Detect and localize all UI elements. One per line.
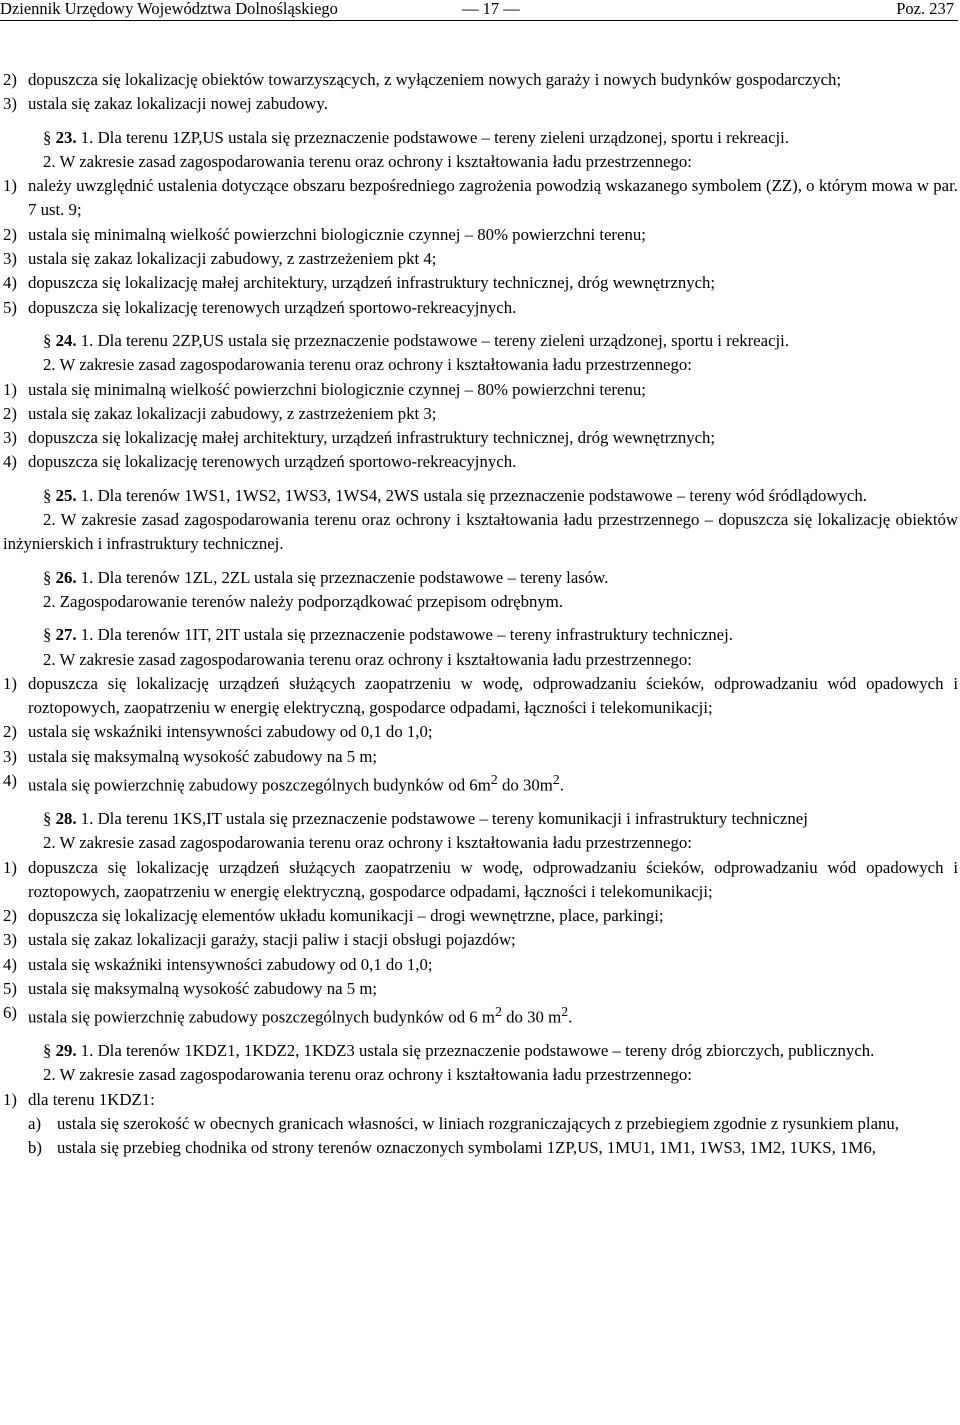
section-paragraph-2: 2. W zakresie zasad zagospodarowania terenu oraz ochrony i kształtowania ładu przestrzennego: xyxy=(43,151,692,171)
list-item: 4) dopuszcza się lokalizację małej architektury, urządzeń infrastruktury technicznej, dróg wewnętrznych; xyxy=(3,273,716,293)
section-number: 25. xyxy=(55,485,77,505)
list-item: 2) ustala się wskaźniki intensywności zabudowy od 0,1 do 1,0; xyxy=(3,722,433,742)
list-item: 2) ustala się zakaz lokalizacji zabudowy, z zastrzeżeniem pkt 3; xyxy=(3,403,437,423)
list-item: 2) ustala się minimalną wielkość powierzchni biologicznie czynnej – 80% powierzchni terenu; xyxy=(3,224,646,244)
section-number: 24. xyxy=(55,330,77,350)
section-paragraph-2: 2. W zakresie zasad zagospodarowania terenu oraz ochrony i kształtowania ładu przestrzennego: xyxy=(43,355,692,375)
section-25 xyxy=(3,484,958,557)
intro-list xyxy=(3,68,958,117)
list-item: 4) ustala się wskaźniki intensywności zabudowy od 0,1 do 1,0; xyxy=(3,954,433,974)
section-paragraph-1: § 26. 1. Dla terenów 1ZL, 2ZL ustala się przeznaczenie podstawowe – tereny lasów. xyxy=(43,567,609,587)
list-item: 3) ustala się zakaz lokalizacji nowej zabudowy. xyxy=(3,94,328,114)
list-item: 4) ustala się powierzchnię zabudowy poszczególnych budynków od $6m^2$ do $30m^2$. xyxy=(3,771,564,795)
list-item: 3) ustala się maksymalną wysokość zabudowy na 5 m; xyxy=(3,746,378,766)
section-paragraph-2: 2. W zakresie zasad zagospodarowania terenu oraz ochrony i kształtowania ładu przestrzennego – dopuszcza się lokalizację obiektów inżynierskich i infrastruktury technicznej. xyxy=(3,510,958,554)
section-26 xyxy=(3,566,958,615)
list-item: 1) dopuszcza się lokalizację urządzeń służących zaopatrzeniu w wodę, odprowadzaniu ścieków, odprowadzaniu wód opadowych i roztopowych, zaopatrzeniu w energię elektryczną, gospodarce odpadami, łączności i telekomunikacji; xyxy=(3,857,958,901)
document-body xyxy=(3,68,958,1161)
list-item: 3) ustala się zakaz lokalizacji garaży, stacji paliw i stacji obsługi pojazdów; xyxy=(3,930,516,950)
list-item: 1) dla terenu 1KDZ1: xyxy=(3,1089,155,1109)
section-paragraph-1: § 27. 1. Dla terenów 1IT, 2IT ustala się przeznaczenie podstawowe – tereny infrastruktury technicznej. xyxy=(43,625,733,645)
section-paragraph-2: 2. W zakresie zasad zagospodarowania terenu oraz ochrony i kształtowania ładu przestrzennego: xyxy=(43,833,692,853)
section-number: 26. xyxy=(55,567,77,587)
list-item: 3) dopuszcza się lokalizację małej architektury, urządzeń infrastruktury technicznej, dróg wewnętrznych; xyxy=(3,428,716,448)
list-item: 4) dopuszcza się lokalizację terenowych urządzeń sportowo-rekreacyjnych. xyxy=(3,452,517,472)
list-item: 1) należy uwzględnić ustalenia dotyczące obszaru bezpośredniego zagrożenia powodzią wskazanego symbolem (ZZ), o którym mowa w par. 7 ust. 9; xyxy=(3,176,958,220)
section-paragraph-1: § 23. 1. Dla terenu 1ZP,US ustala się przeznaczenie podstawowe – tereny zieleni urządzonej, sportu i rekreacji. xyxy=(43,127,790,147)
section-number: 29. xyxy=(55,1041,77,1061)
section-24 xyxy=(3,329,958,475)
section-number: 28. xyxy=(55,808,77,828)
section-27 xyxy=(3,623,958,798)
sub-list-item: a) ustala się szerokość w obecnych granicach własności, w liniach rozgraniczających z przebiegiem zgodnie z rysunkiem planu, xyxy=(28,1114,899,1134)
section-paragraph-1: § 25. 1. Dla terenów 1WS1, 1WS2, 1WS3, 1WS4, 2WS ustala się przeznaczenie podstawowe – tereny wód śródlądowych. xyxy=(43,485,867,505)
list-item: 3) ustala się zakaz lokalizacji zabudowy, z zastrzeżeniem pkt 4; xyxy=(3,249,437,269)
section-paragraph-2: 2. W zakresie zasad zagospodarowania terenu oraz ochrony i kształtowania ładu przestrzennego: xyxy=(43,1065,692,1085)
section-paragraph-1: § 24. 1. Dla terenu 2ZP,US ustala się przeznaczenie podstawowe – tereny zieleni urządzonej, sportu i rekreacji. xyxy=(43,330,790,350)
page-header xyxy=(0,0,958,21)
section-number: 23. xyxy=(55,127,77,147)
section-paragraph-2: 2. Zagospodarowanie terenów należy podporządkować przepisom odrębnym. xyxy=(43,591,564,611)
section-paragraph-2: 2. W zakresie zasad zagospodarowania terenu oraz ochrony i kształtowania ładu przestrzennego: xyxy=(43,649,692,669)
journal-title: Dziennik Urzędowy Województwa Dolnośląskiego xyxy=(0,0,338,18)
sub-list-item: b) ustala się przebieg chodnika od strony terenów oznaczonych symbolami 1ZP,US, 1MU1, 1M1, 1WS3, 1M2, 1UKS, 1M6, xyxy=(28,1138,876,1158)
page-number: — 17 — xyxy=(462,0,520,18)
section-29 xyxy=(3,1039,958,1160)
position-number: Poz. 237 xyxy=(896,0,954,18)
list-item: 1) ustala się minimalną wielkość powierzchni biologicznie czynnej – 80% powierzchni terenu; xyxy=(3,379,646,399)
list-item: 2) dopuszcza się lokalizację elementów układu komunikacji – drogi wewnętrzne, place, parkingi; xyxy=(3,906,664,926)
list-item: 6) ustala się powierzchnię zabudowy poszczególnych budynków od 6 $m^2$ do 30 $m^2$. xyxy=(3,1003,573,1027)
section-paragraph-1: § 29. 1. Dla terenów 1KDZ1, 1KDZ2, 1KDZ3 ustala się przeznaczenie podstawowe – tereny dróg zbiorczych, publicznych. xyxy=(43,1041,875,1061)
section-paragraph-1: § 28. 1. Dla terenu 1KS,IT ustala się przeznaczenie podstawowe – tereny komunikacji i infrastruktury technicznej xyxy=(43,808,808,828)
list-item: 5) dopuszcza się lokalizację terenowych urządzeń sportowo-rekreacyjnych. xyxy=(3,297,517,317)
list-item: 2) dopuszcza się lokalizację obiektów towarzyszących, z wyłączeniem nowych garaży i nowych budynków gospodarczych; xyxy=(3,70,842,89)
list-item: 1) dopuszcza się lokalizację urządzeń służących zaopatrzeniu w wodę, odprowadzaniu ścieków, odprowadzaniu wód opadowych i roztopowych, zaopatrzeniu w energię elektryczną, gospodarce odpadami, łączności i telekomunikacji; xyxy=(3,673,958,718)
section-23 xyxy=(3,126,958,320)
list-item: 5) ustala się maksymalną wysokość zabudowy na 5 m; xyxy=(3,978,378,998)
section-number: 27. xyxy=(55,625,77,645)
section-28 xyxy=(3,807,958,1030)
